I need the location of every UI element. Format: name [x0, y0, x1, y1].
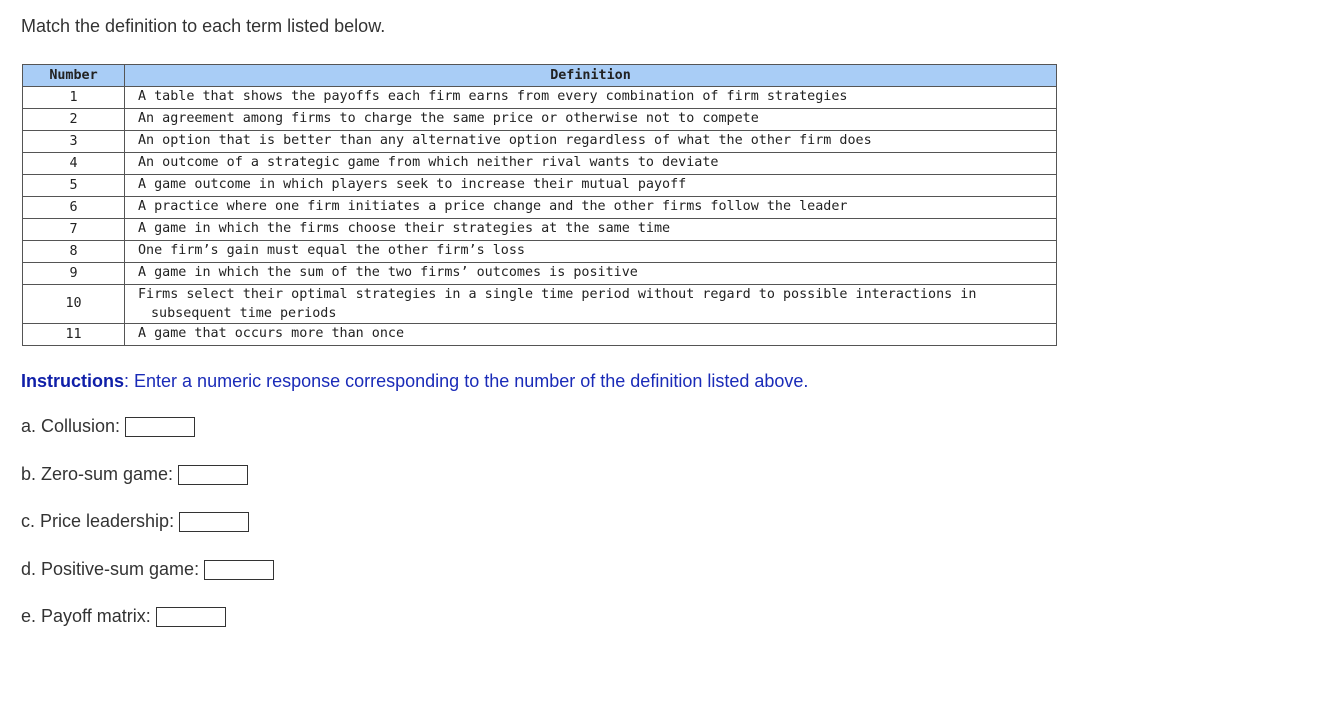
header-definition: Definition	[125, 65, 1057, 87]
question-label: d. Positive-sum game:	[21, 559, 200, 579]
table-row	[23, 175, 1057, 197]
row-number: 8	[23, 241, 125, 263]
row-definition: An option that is better than any alternative option regardless of what the other firm does	[125, 131, 1057, 153]
table-row	[23, 241, 1057, 263]
table-row	[23, 263, 1057, 285]
table-row	[23, 153, 1057, 175]
answer-input-payoff-matrix[interactable]	[156, 607, 226, 627]
row-definition: An outcome of a strategic game from which neither rival wants to deviate	[125, 153, 1057, 175]
table-row	[23, 87, 1057, 109]
row-number: 1	[23, 87, 125, 109]
row-number: 4	[23, 153, 125, 175]
question-label: a. Collusion:	[21, 416, 121, 436]
row-definition: A game that occurs more than once	[125, 324, 1057, 346]
question-positive-sum-game	[21, 559, 274, 580]
row-definition: A game outcome in which players seek to increase their mutual payoff	[125, 175, 1057, 197]
answer-input-positive-sum-game[interactable]	[204, 560, 274, 580]
row-number: 2	[23, 109, 125, 131]
row-number: 5	[23, 175, 125, 197]
table-row	[23, 285, 1057, 324]
row-number: 6	[23, 197, 125, 219]
row-number: 10	[23, 285, 125, 324]
definitions-table	[22, 64, 1057, 346]
question-payoff-matrix	[21, 606, 226, 627]
instructions-label: Instructions	[21, 371, 125, 391]
question-collusion	[21, 416, 195, 437]
table-header-row	[23, 65, 1057, 87]
answer-input-zero-sum-game[interactable]	[178, 465, 248, 485]
row-definition-text: Firms select their optimal strategies in a single time period without regard to possible interactions in subsequent time periods	[138, 287, 977, 321]
instructions	[21, 371, 808, 392]
row-definition: A game in which the firms choose their strategies at the same time	[125, 219, 1057, 241]
header-number: Number	[23, 65, 125, 87]
row-definition: A game in which the sum of the two firms’ outcomes is positive	[125, 263, 1057, 285]
row-definition: A table that shows the payoffs each firm earns from every combination of firm strategies	[125, 87, 1057, 109]
table-row	[23, 109, 1057, 131]
question-label: c. Price leadership:	[21, 511, 175, 531]
row-number: 3	[23, 131, 125, 153]
row-definition: An agreement among firms to charge the same price or otherwise not to compete	[125, 109, 1057, 131]
instructions-text: : Enter a numeric response corresponding to the number of the definition listed above.	[124, 371, 809, 391]
question-price-leadership	[21, 511, 249, 532]
table-row	[23, 219, 1057, 241]
row-number: 7	[23, 219, 125, 241]
table-row	[23, 324, 1057, 346]
table-row	[23, 131, 1057, 153]
question-label: e. Payoff matrix:	[21, 606, 151, 626]
answer-input-price-leadership[interactable]	[179, 512, 249, 532]
question-zero-sum-game	[21, 464, 248, 485]
row-definition: One firm’s gain must equal the other firm’s loss	[125, 241, 1057, 263]
row-definition	[125, 285, 1057, 324]
table-row	[23, 197, 1057, 219]
answer-input-collusion[interactable]	[125, 417, 195, 437]
question-label: b. Zero-sum game:	[21, 464, 174, 484]
row-definition: A practice where one firm initiates a price change and the other firms follow the leader	[125, 197, 1057, 219]
row-number: 9	[23, 263, 125, 285]
row-number: 11	[23, 324, 125, 346]
question-prompt: Match the definition to each term listed below.	[21, 16, 386, 36]
